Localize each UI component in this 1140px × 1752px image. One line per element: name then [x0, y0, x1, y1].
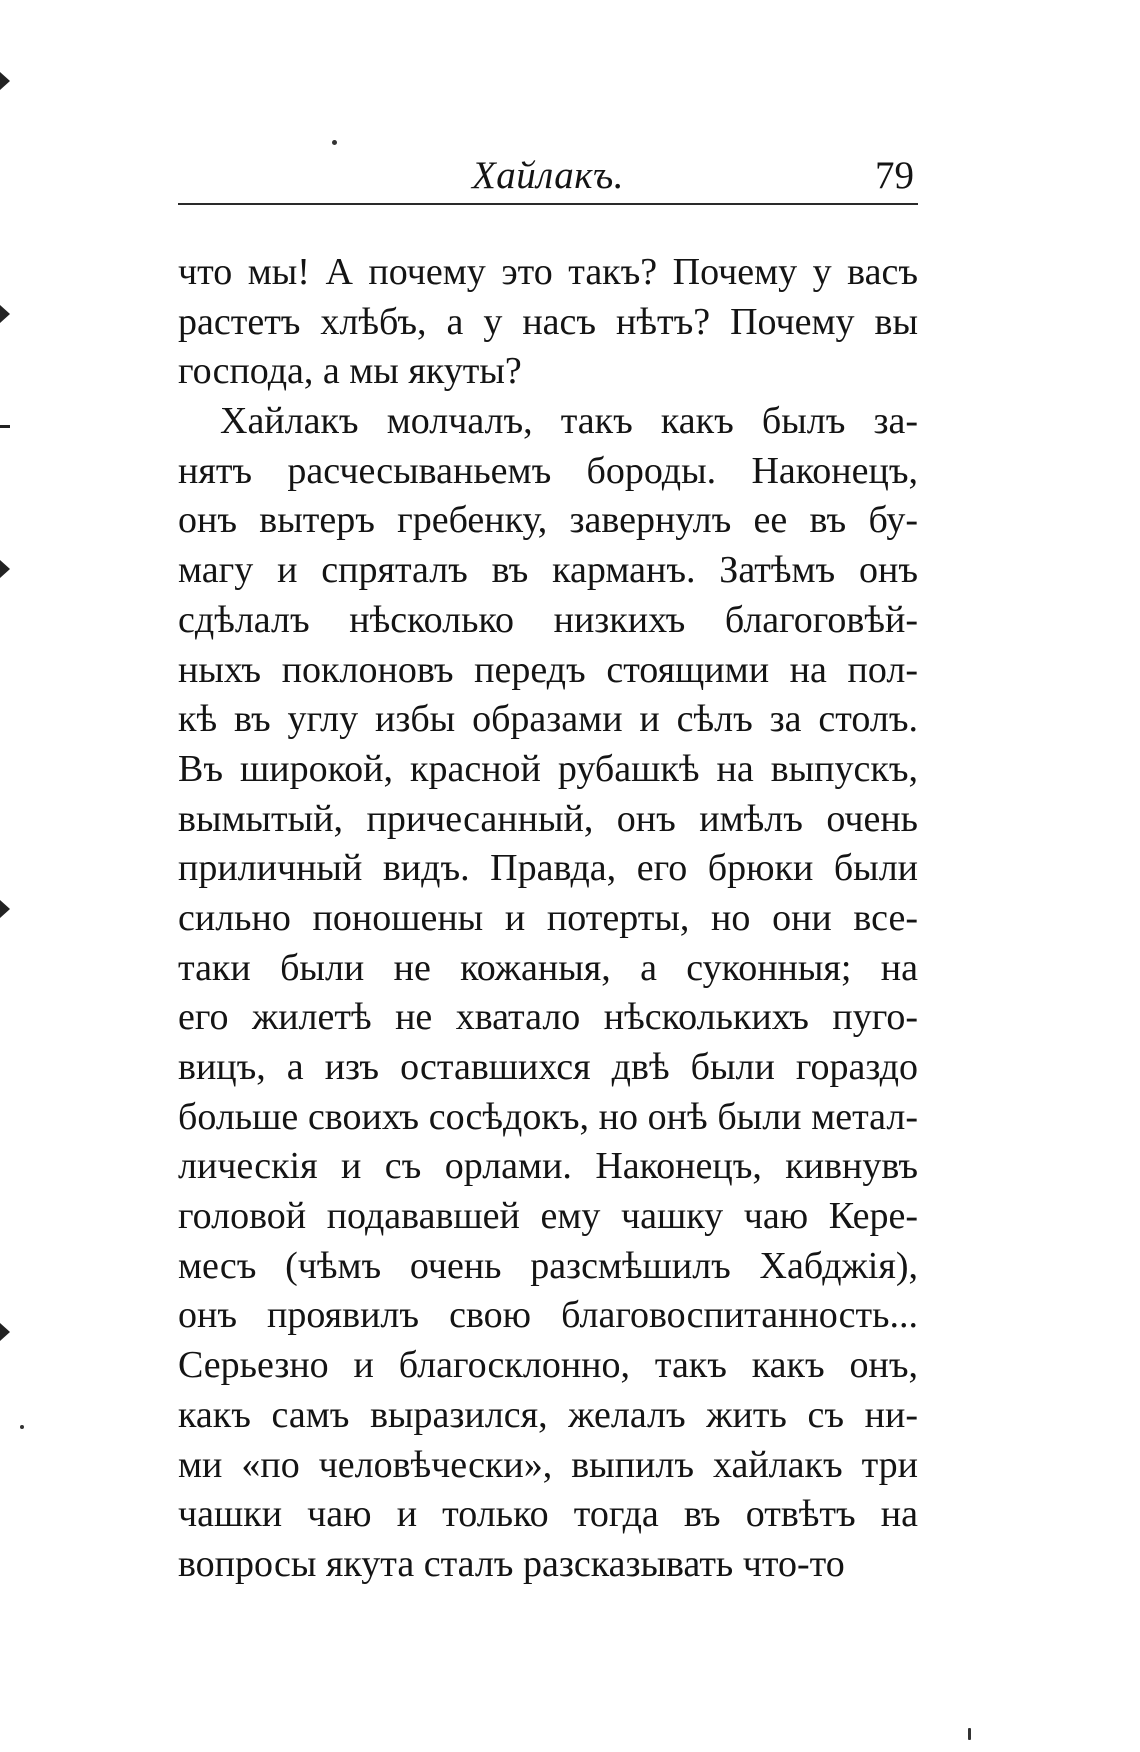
- text-line: онъ проявилъ свою благовоспитанность...: [178, 1294, 918, 1337]
- gutter-mark: [0, 305, 10, 323]
- gutter-mark: [0, 425, 10, 428]
- text-line: головой подававшей ему чашку чаю Кере-: [178, 1195, 918, 1238]
- text-line: Хайлакъ молчалъ, такъ какъ былъ за-: [220, 400, 918, 443]
- gutter-mark: [0, 1323, 10, 1341]
- header-rule: [178, 203, 918, 205]
- text-line: ми «по человѣчески», выпилъ хайлакъ три: [178, 1443, 918, 1486]
- text-line: что мы! А почему это такъ? Почему у васъ: [178, 251, 918, 293]
- text-line: лическія и съ орлами. Наконецъ, кивнувъ: [178, 1145, 918, 1188]
- text-line: вицъ, а изъ оставшихся двѣ были гораздо: [178, 1046, 918, 1088]
- text-line: какъ самъ выразился, желалъ жить съ ни-: [178, 1393, 918, 1436]
- text-line: больше своихъ сосѣдокъ, но онѣ были метал-: [178, 1095, 918, 1138]
- text-line: господа, а мы якуты?: [178, 350, 522, 393]
- text-line: вымытый, причесанный, онъ имѣлъ очень: [178, 797, 918, 840]
- text-line: вопросы якута сталъ разсказывать что-то: [178, 1542, 845, 1585]
- text-line: магу и спряталъ въ карманъ. Затѣмъ онъ: [178, 549, 918, 592]
- text-line: Въ широкой, красной рубашкѣ на выпускъ,: [178, 747, 918, 790]
- gutter-mark: [0, 560, 10, 578]
- text-line: ныхъ поклоновъ передъ стоящими на пол-: [178, 648, 918, 691]
- text-line: растетъ хлѣбъ, а у насъ нѣтъ? Почему вы: [178, 300, 918, 343]
- speck: [332, 140, 337, 145]
- text-line: таки были не кожаныя, а суконныя; на: [178, 946, 918, 989]
- gutter-mark: [0, 900, 10, 918]
- text-line: Серьезно и благосклонно, такъ какъ онъ,: [178, 1344, 918, 1387]
- page-number: 79: [875, 154, 914, 197]
- running-head: [178, 148, 918, 208]
- text-line: чашки чаю и только тогда въ отвѣтъ на: [178, 1493, 918, 1536]
- running-title: Хайлакъ.: [471, 154, 625, 197]
- text-line: его жилетѣ не хватало нѣсколькихъ пуго-: [178, 996, 918, 1039]
- text-line: онъ вытеръ гребенку, завернулъ ее въ бу-: [178, 499, 918, 542]
- text-line: приличный видъ. Правда, его брюки были: [178, 847, 918, 890]
- text-line: сдѣлалъ нѣсколько низкихъ благоговѣй-: [178, 598, 918, 641]
- text-line: нятъ расчесываньемъ бороды. Наконецъ,: [178, 449, 918, 492]
- body-text: [178, 248, 918, 1590]
- text-line: месъ (чѣмъ очень разсмѣшилъ Хабджія),: [178, 1244, 918, 1287]
- text-line: кѣ въ углу избы образами и сѣлъ за столъ.: [178, 698, 918, 741]
- text-line: сильно поношены и потерты, но они все-: [178, 896, 918, 939]
- speck: [20, 1425, 24, 1429]
- speck: [968, 1728, 971, 1740]
- gutter-mark: [0, 72, 10, 90]
